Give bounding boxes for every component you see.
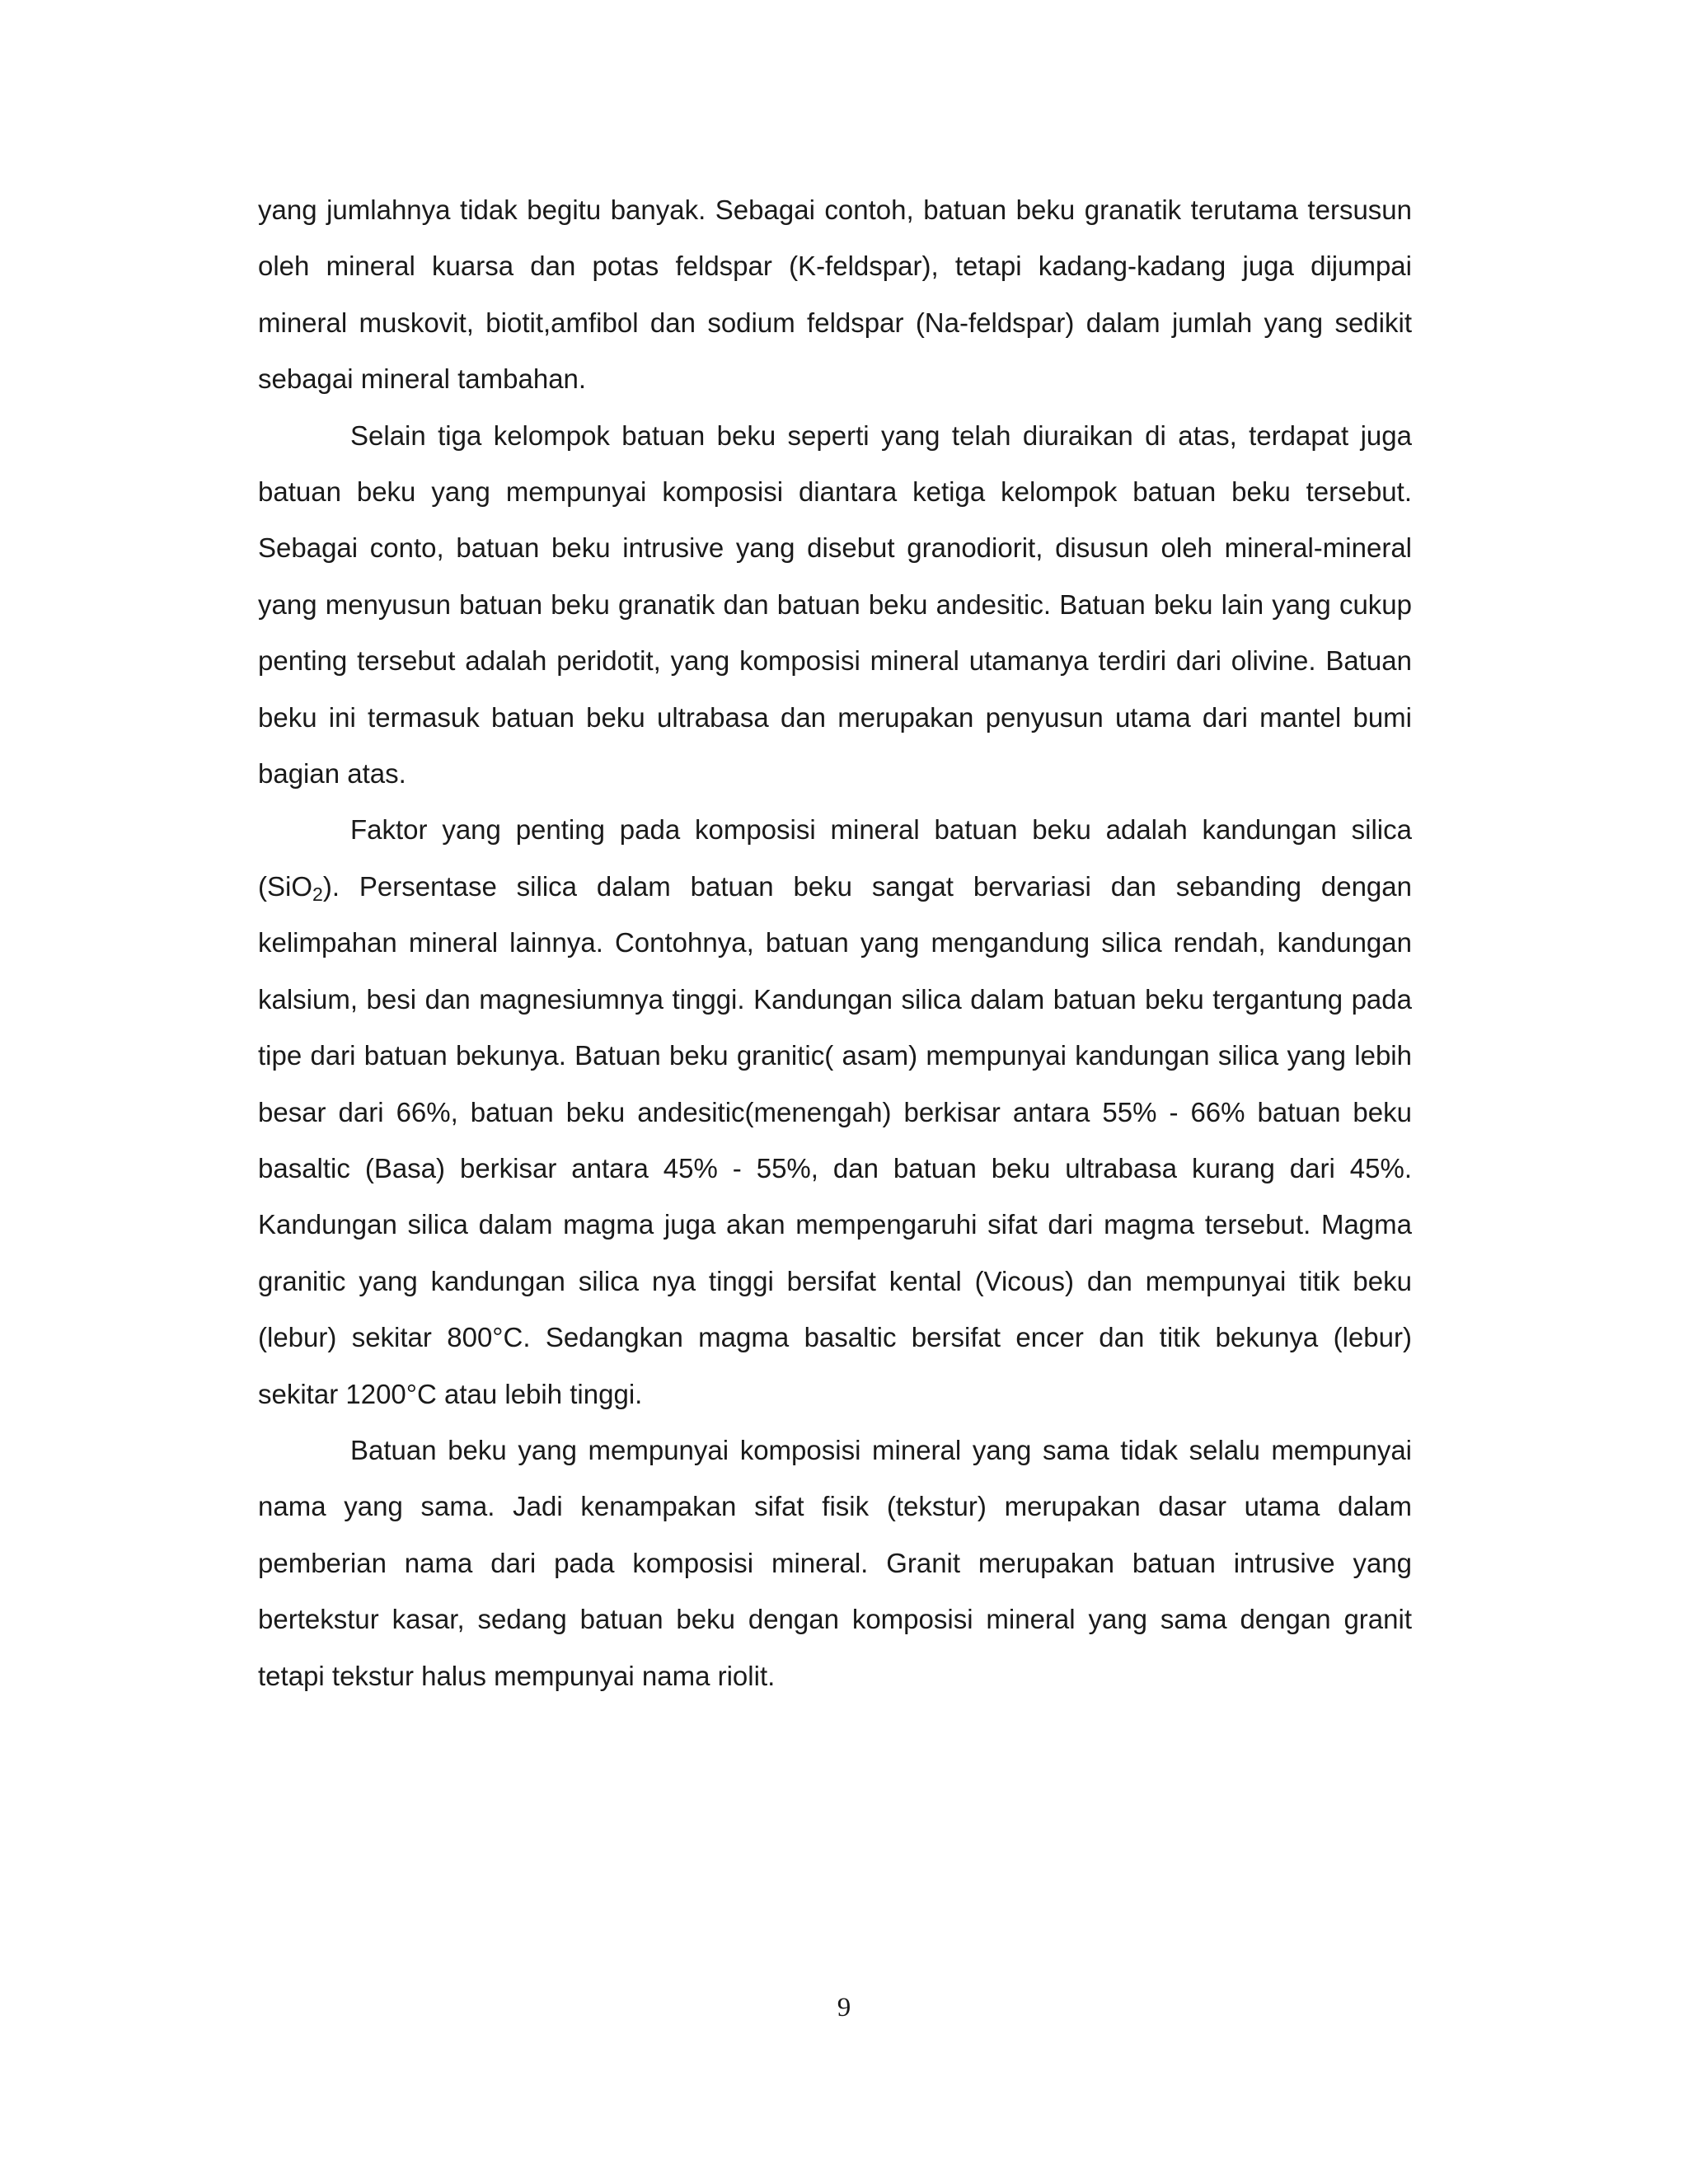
paragraph-4: Batuan beku yang mempunyai komposisi mineral yang sama tidak selalu mempunyai nama yang sama. Jadi kenampakan sifat fisik (tekstur) merupakan dasar utama dalam pemberian nama dari pada komposisi mineral. Granit merupakan batuan intrusive yang bertekstur kasar, sedang batuan beku dengan komposisi mineral yang sama dengan granit tetapi tekstur halus mempunyai nama riolit. <box>258 1434 1412 1691</box>
paragraph-3-text-after: ). Persentase silica dalam batuan beku sangat bervariasi dan sebanding dengan kelimpahan mineral lainnya. Contohnya, batuan yang mengandung silica rendah, kandungan kalsium, besi dan magnesiumnya tinggi. Kandungan silica dalam batuan beku tergantung pada tipe dari batuan bekunya. Batuan beku granitic( asam) mempunyai kandungan silica yang lebih besar dari 66%, batuan beku andesitic(menengah) berkisar antara 55% - 66% batuan beku basaltic (Basa) berkisar antara 45% - 55%, dan batuan beku ultrabasa kurang dari 45%. Kandungan silica dalam magma juga akan mempengaruhi sifat dari magma tersebut. Magma granitic yang kandungan silica nya tinggi bersifat kental (Vicous) dan mempunyai titik beku (lebur) sekitar 800°C. Sedangkan magma basaltic bersifat encer dan titik bekunya (lebur) sekitar 1200°C atau lebih tinggi. <box>258 870 1412 1409</box>
paragraph-2: Selain tiga kelompok batuan beku seperti yang telah diuraikan di atas, terdapat juga batuan beku yang mempunyai komposisi diantara ketiga kelompok batuan beku tersebut. Sebagai conto, batuan beku intrusive yang disebut granodiorit, disusun oleh mineral-mineral yang menyusun batuan beku granatik dan batuan beku andesitic. Batuan beku lain yang cukup penting tersebut adalah peridotit, yang komposisi mineral utamanya terdiri dari olivine. Batuan beku ini termasuk batuan beku ultrabasa dan merupakan penyusun utama dari mantel bumi bagian atas. <box>258 419 1412 790</box>
body-text <box>258 182 1412 1704</box>
paragraph-3-text-before: Faktor yang penting pada komposisi mineral batuan beku adalah kandungan silica (SiO <box>258 814 1412 902</box>
silica-formula-subscript: 2 <box>312 883 323 905</box>
paragraph-1: yang jumlahnya tidak begitu banyak. Sebagai contoh, batuan beku granatik terutama tersusun oleh mineral kuarsa dan potas feldspar (K-feldspar), tetapi kadang-kadang juga dijumpai mineral muskovit, biotit,amfibol dan sodium feldspar (Na-feldspar) dalam jumlah yang sedikit sebagai mineral tambahan. <box>258 194 1412 395</box>
paragraph-3 <box>258 802 1412 1422</box>
page-number: 9 <box>837 1993 851 2022</box>
